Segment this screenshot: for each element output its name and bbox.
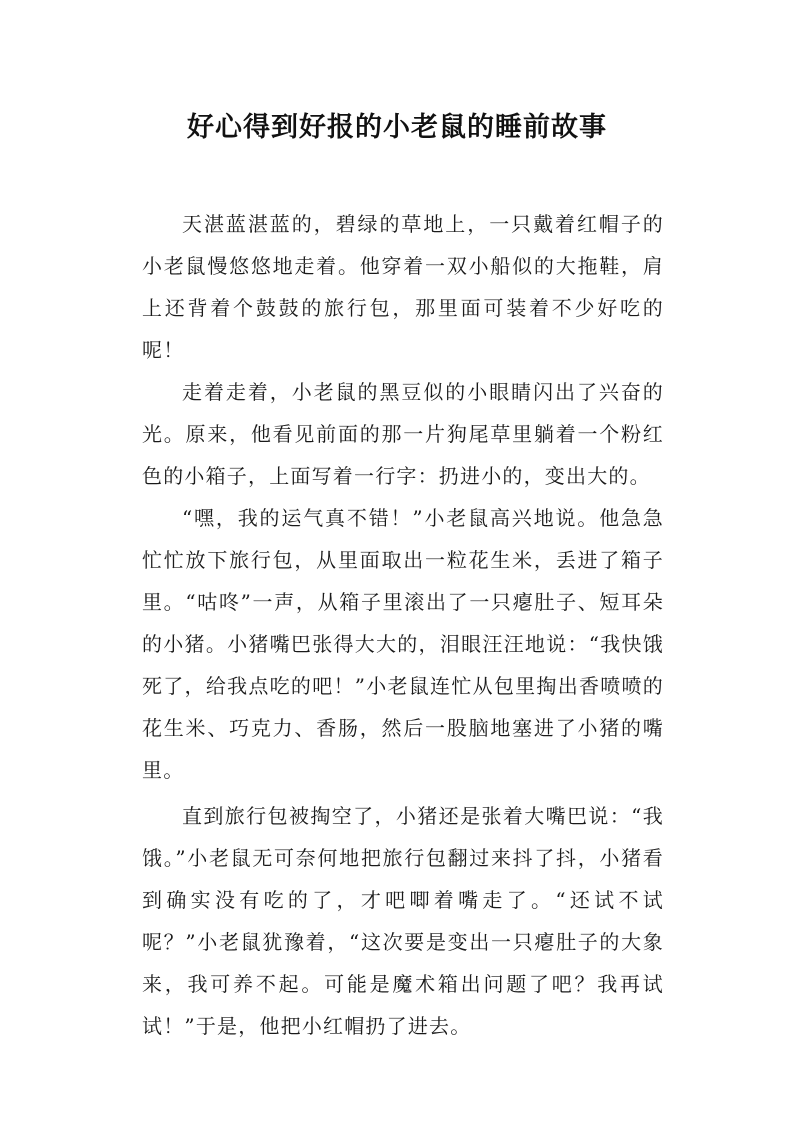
story-paragraph-4: 直到旅行包被掏空了，小猪还是张着大嘴巴说：“我饿。”小老鼠无可奈何地把旅行包翻过来抖了抖，小猪看到确实没有吃的了，才吧唧着嘴走了。“还试不试呢？”小老鼠犹豫着，“这次要是变出一只瘪肚子的大象来，我可养不起。可能是魔术箱出问题了吧？我再试试！”于是，他把小红帽扔了进去。 bbox=[142, 804, 664, 1038]
story-paragraph-3: “嘿，我的运气真不错！”小老鼠高兴地说。他急急忙忙放下旅行包，从里面取出一粒花生米，丢进了箱子里。“咕咚”一声，从箱子里滚出了一只瘪肚子、短耳朵的小猪。小猪嘴巴张得大大的，泪眼汪汪地说：“我快饿死了，给我点吃的吧！”小老鼠连忙从包里掏出香喷喷的花生米、巧克力、香肠，然后一股脑地塞进了小猪的嘴里。 bbox=[142, 506, 664, 782]
story-paragraph-2: 走着走着，小老鼠的黑豆似的小眼睛闪出了兴奋的光。原来，他看见前面的那一片狗尾草里躺着一个粉红色的小箱子，上面写着一行字：扔进小的，变出大的。 bbox=[142, 380, 664, 488]
document-title: 好心得到好报的小老鼠的睡前故事 bbox=[187, 112, 607, 143]
story-paragraph-1: 天湛蓝湛蓝的，碧绿的草地上，一只戴着红帽子的小老鼠慢悠悠地走着。他穿着一双小船似的大拖鞋，肩上还背着个鼓鼓的旅行包，那里面可装着不少好吃的呢！ bbox=[142, 212, 664, 362]
story-body bbox=[142, 203, 664, 1047]
